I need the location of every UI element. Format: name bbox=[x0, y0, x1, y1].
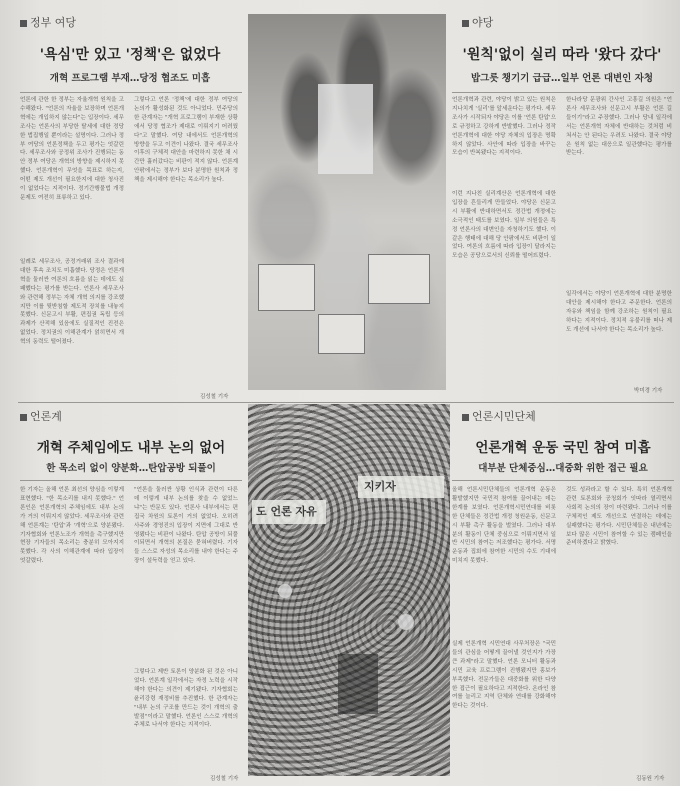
article-body: 실제 언론개혁 시민연대 사무처장은 "국민들의 관심을 어떻게 끌어낼 것인지가 가장 큰 과제"라고 말했다. 언론 모니터 활동과 시민 교육 프로그램이 진행됐지만 홍보가 부족했다. 전문가들은 대중화를 위한 다양한 접근이 필요하다고 지적한다. 온라인 참여를 늘리고 지역 단체와 연대를 강화해야 한다는 것이다. bbox=[452, 641, 556, 710]
monitor-shape bbox=[258, 264, 315, 311]
divider bbox=[20, 480, 242, 481]
divider bbox=[452, 92, 674, 93]
balloon-shape bbox=[398, 614, 414, 630]
headline-press: 개혁 주체임에도 내부 논의 없어 bbox=[36, 440, 226, 456]
article-body: 일각에서는 야당이 언론개혁에 대한 분명한 대안을 제시해야 한다고 주문한다. 언론의 자유와 책임을 함께 강조하는 원칙이 필요하다는 지적이다. 정치적 유불리를 떠나 제도 개선에 나서야 한다는 목소리가 높다. bbox=[566, 291, 672, 333]
protest-banner: 도 언론 자유 bbox=[252, 500, 326, 524]
section-label-press: 언론계 bbox=[20, 408, 62, 424]
article-body: "언론을 둘러싼 상황 인식과 관련이 다른 데 이렇게 내부 논의를 찾을 수 없었느냐"는 반문도 있다. 언론사 내부에서는 편집국 차원의 토론이 거의 없었다. 오히려 사주와 경영진의 입장이 지면에 그대로 반영됐다는 비판이 나왔다. 탄압 공방이 되풀이되면서 개혁의 본질은 묻혀버렸다. 기자들 스스로 자성의 목소리를 내야 한다는 주장이 설득력을 얻고 있다. bbox=[134, 487, 238, 565]
section-divider bbox=[18, 402, 674, 403]
article-body: 언론에 관한 한 정부는 자율개혁 원칙을 고수해왔다. "언론의 자율을 보장하며 언론개혁에는 개입하지 않는다"는 입장이다. 세무조사는 언론사의 부당한 탈세에 대한 정당한 법집행일 뿐이라는 설명이다. 그러나 정부 여당의 언론정책을 두고 평가는 엇갈린다. 세무조사와 공정위 조사가 진행되는 동안 정부 여당은 개혁의 방향을 제시하지 못했다. 언론개혁이 무엇을 목표로 하는지, 어떤 제도 개선이 필요한지에 대한 청사진이 없었다는 지적이다. 정기간행물법 개정 문제도 여전히 표류하고 있다. bbox=[20, 97, 124, 201]
divider bbox=[20, 92, 242, 93]
section-square-icon bbox=[20, 414, 27, 421]
byline: 박미경 기자 bbox=[634, 388, 663, 394]
monitor-shape bbox=[368, 254, 430, 304]
balloon-shape bbox=[278, 584, 292, 598]
subhead-civic: 대부분 단체중심…대중화 위한 접근 필요 bbox=[478, 463, 648, 474]
section-label-civic: 언론시민단체 bbox=[462, 408, 536, 424]
subhead-opposition: 밥그릇 챙기기 급급…일부 언론 대변인 자청 bbox=[470, 73, 654, 84]
article-body: 언론개혁과 관련, 야당이 밝고 있는 원칙은 지나치게 '실리'를 앞세운다는 평가다. 세무조사가 시작되자 야당은 이를 '언론 탄압'으로 규정하고 강하게 반발했다. 그러나 정작 언론개혁에 대한 야당 자체의 입장은 명확하지 않았다. 사안에 따라 입장을 바꾸는 모습이 반복됐다는 지적이다. bbox=[452, 97, 556, 157]
article-body: 한 기자는 올해 언론 최선의 양심을 이렇게 표현했다. "한 목소리를 내지 못했다." 언론인은 언론개혁의 주체임에도 내부 논의가 거의 이뤄지지 않았다. 세무조사와 관련해 언론계는 '탄압'과 '개혁'으로 양분됐다. 기자협회와 언론노조가 개혁을 촉구했지만 현장 기자들의 목소리는 충분히 모아지지 못했다. 각 사의 이해관계에 따라 입장이 엇갈렸다. bbox=[20, 487, 124, 565]
section-square-icon bbox=[462, 20, 469, 27]
byline: 김성철 기자 bbox=[200, 394, 229, 400]
article-body: 이런 지나친 실리계산은 언론개혁에 대한 입장을 흔들리게 만들었다. 야당은 신문고시 부활에 반대하면서도 정간법 개정에는 소극적인 태도를 보였다. 일부 의원들은 특정 언론사의 대변인을 자청하기도 했다. 이 같은 행태에 대해 당 안팎에서도 비판이 일었다. 여론의 흐름에 따라 입장이 달라지는 모습은 공당으로서의 신뢰를 떨어뜨렸다. bbox=[452, 191, 556, 260]
section-square-icon bbox=[20, 20, 27, 27]
monitor-shape bbox=[318, 314, 365, 354]
article-body: 올해 언론시민단체들의 언론개혁 운동은 활발했지만 국민적 참여를 끌어내는 데는 한계를 보였다. 언론개혁시민연대를 비롯한 단체들은 정간법 개정 청원운동, 신문고시 부활 촉구 활동을 벌였다. 그러나 대부분의 활동이 단체 중심으로 이뤄지면서 일반 시민의 참여는 저조했다는 평가다. 서명운동과 집회에 참여한 시민의 수도 기대에 미치지 못했다. bbox=[452, 487, 556, 565]
article-body: 그렇다고 제반 토론이 양분화 된 것은 아니었다. 언론계 일각에서는 자정 노력을 시작해야 한다는 의견이 제기됐다. 기자협회는 윤리강령 재정비를 추진했다. 한 관계자는 "내부 논의 구조를 만드는 것이 개혁의 출발점"이라고 말했다. 언론인 스스로 개혁의 주체로 나서야 한다는 지적이다. bbox=[134, 669, 238, 729]
section-label-opposition: 야당 bbox=[462, 14, 493, 30]
press-photo-briefing bbox=[248, 14, 446, 390]
section-label-government: 정부 여당 bbox=[20, 14, 76, 30]
headline-civic: 언론개혁 운동 국민 참여 미흡 bbox=[475, 440, 651, 456]
protest-banner: 지키자 bbox=[358, 476, 444, 498]
article-body: 한나라당 문광위 간사인 고흥길 의원은 "언론사 세무조사와 신문고시 부활은 언론 길들이기"라고 주장했다. 그러나 당내 일각에서는 언론개혁 자체에 반대하는 것처럼 비쳐서는 안 된다는 우려도 나왔다. 결국 야당은 원칙 없는 대응으로 일관했다는 평가를 받는다. bbox=[566, 97, 672, 157]
podium-shape bbox=[318, 84, 373, 174]
crowd-shape bbox=[338, 654, 378, 714]
press-photo-rally bbox=[248, 404, 450, 776]
article-body: 것도 성과라고 할 수 있다. 특히 언론개혁 관련 토론회와 공청회가 잇따라 열리면서 사회적 논의의 장이 마련됐다. 그러나 이를 구체적인 제도 개선으로 연결하는 데에는 실패했다는 평가다. 시민단체들은 내년에는 보다 많은 시민이 참여할 수 있는 캠페인을 준비하겠다고 밝혔다. bbox=[566, 487, 672, 547]
article-body: 그렇다고 언론 '정책'에 대한 정부 여당의 논의가 활성화된 것도 아니었다. 민주당의 한 관계자는 "개혁 프로그램이 부재한 상황에서 당정 협조가 제대로 이뤄지기 어려웠다"고 말했다. 여당 내에서도 언론개혁의 방향을 두고 이견이 나왔다. 결국 세무조사 이후의 구체적 대안을 마련하지 못한 채 시간만 흘러갔다는 비판이 적지 않다. 언론계 안팎에서는 정부가 보다 분명한 원칙과 정책을 제시해야 한다는 목소리가 높다. bbox=[134, 97, 238, 184]
headline-opposition: '원칙'없이 실리 따라 '왔다 갔다' bbox=[462, 47, 662, 63]
byline: 김성철 기자 bbox=[210, 776, 239, 782]
article-body: 일례로 세무조사, 공정거래위 조사 결과에 대한 후속 조치도 미흡했다. 당정은 언론개혁을 둘러싼 여론의 흐름을 읽는 데에도 실패했다는 평가를 받는다. 언론사 세무조사와 관련해 정부는 자체 개혁 의지를 강조했지만 이를 뒷받침할 제도적 장치를 내놓지 못했다. 신문고시 부활, 편집권 독립 등의 과제가 산적해 있음에도 실질적인 진전은 없었다. 정치권의 이해관계가 얽히면서 개혁의 동력도 떨어졌다. bbox=[20, 259, 124, 346]
subhead-government: 개혁 프로그램 부재…당정 협조도 미흡 bbox=[49, 73, 211, 84]
subhead-press: 한 목소리 없이 양분화…탄압공방 되풀이 bbox=[46, 463, 216, 474]
byline: 김동원 기자 bbox=[636, 776, 665, 782]
headline-government: '욕심'만 있고 '정책'은 없었다 bbox=[39, 47, 221, 63]
divider bbox=[452, 480, 674, 481]
section-square-icon bbox=[462, 414, 469, 421]
